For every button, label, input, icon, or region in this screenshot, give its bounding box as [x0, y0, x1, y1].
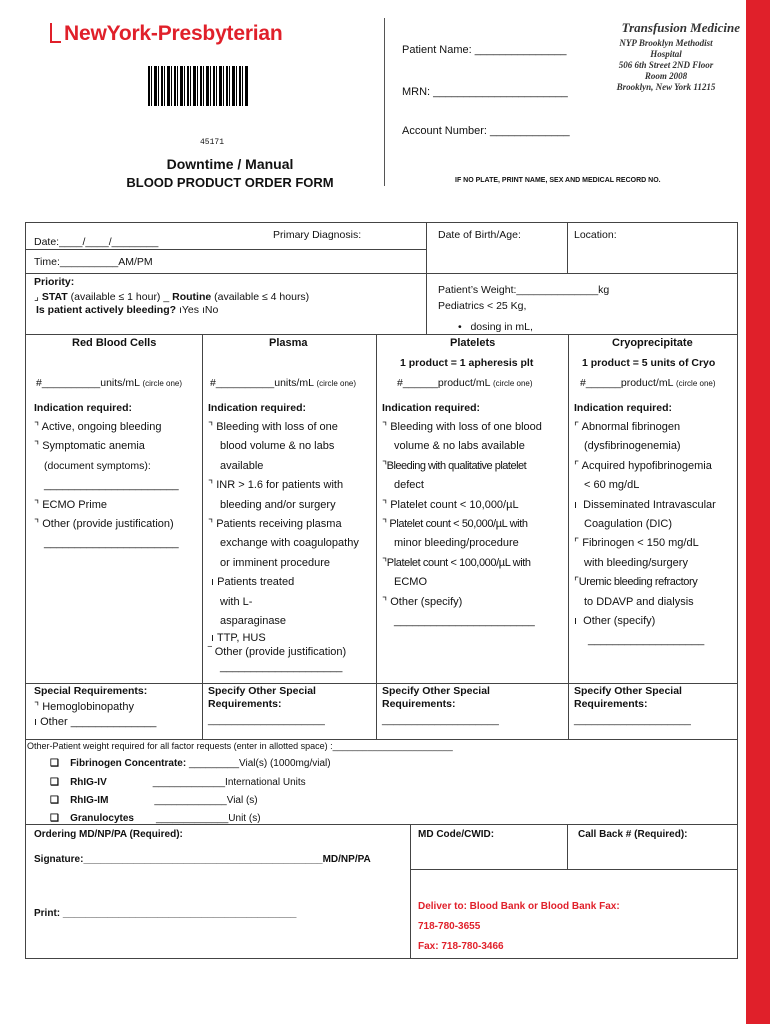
- rbc-special-other[interactable]: ı Other ______________: [34, 716, 157, 728]
- department-title: Transfusion Medicine: [621, 20, 740, 35]
- rbc-title: Red Blood Cells: [72, 337, 157, 349]
- list-item[interactable]: ı Disseminated Intravascular: [574, 498, 716, 511]
- platelets-special-field[interactable]: ____________________: [382, 714, 499, 726]
- location-field[interactable]: Location:: [574, 229, 617, 241]
- factor-granulocytes[interactable]: ❑ Granulocytes _____________Unit (s): [50, 813, 261, 824]
- list-item[interactable]: ‾ Other (provide justification): [208, 646, 347, 659]
- nyp-logo: NewYork-Presbyterian: [50, 22, 283, 46]
- list-item[interactable]: ⌝ Bleeding with loss of one blood: [382, 421, 542, 433]
- rbc-indication-label: Indication required:: [34, 402, 133, 414]
- list-item[interactable]: ⌜ Abnormal fibrinogen: [574, 421, 681, 433]
- weight-field[interactable]: Patient’s Weight:______________kg: [438, 284, 610, 296]
- plasma-special-field[interactable]: ____________________: [208, 714, 325, 726]
- priority-options: ⌟ STAT (available ≤ 1 hour) _ Routine (available ≤ 4 hours): [34, 291, 310, 303]
- time-field[interactable]: Time:__________AM/PM: [34, 256, 153, 268]
- rbc-units-field[interactable]: #__________units/mL (circle one): [36, 377, 183, 389]
- platelets-title: Platelets: [450, 337, 496, 349]
- header-divider: [384, 18, 385, 186]
- account-number-field[interactable]: Account Number: _____________: [402, 125, 570, 137]
- signature-field[interactable]: Signature:___________________________________________MD/NP/PA: [34, 854, 371, 865]
- call-back-label: Call Back # (Required):: [578, 829, 688, 840]
- cryo-product-note: 1 product = 5 units of Cryo: [582, 357, 716, 369]
- routine-label: Routine: [172, 291, 212, 303]
- list-item[interactable]: ı TTP, HUS: [208, 632, 266, 645]
- list-item[interactable]: ⌝ Patients receiving plasma: [208, 518, 342, 531]
- mrn-field[interactable]: MRN: ______________________: [402, 86, 568, 98]
- list-item[interactable]: ⌝ Other (provide justification): [34, 518, 174, 531]
- list-item[interactable]: ⌝ Platelet count < 10,000/µL: [382, 498, 519, 511]
- logo-mark-icon: [50, 23, 61, 43]
- platelets-product-note: 1 product = 1 apheresis plt: [400, 357, 534, 369]
- cryo-indication-label: Indication required:: [574, 402, 673, 414]
- list-item[interactable]: ⌝Platelet count < 100,000/µL with: [382, 556, 531, 569]
- priority-label: Priority:: [34, 276, 75, 288]
- barcode: [148, 66, 248, 106]
- list-item[interactable]: ⌜Uremic bleeding refractory: [574, 576, 698, 589]
- list-item[interactable]: ⌝ Other (specify): [382, 595, 463, 608]
- list-item[interactable]: ⌝ Bleeding with loss of one: [208, 421, 338, 433]
- bank-fax: Fax: 718-780-3466: [418, 941, 504, 952]
- bleeding-question: Is patient actively bleeding? ıYes ıNo: [36, 304, 219, 316]
- print-field[interactable]: Print: __________________________________________: [34, 908, 297, 919]
- platelets-special-title: Specify Other Special Requirements:: [382, 685, 490, 710]
- platelets-indication-label: Indication required:: [382, 402, 481, 414]
- form-title-line1: Downtime / Manual: [166, 156, 294, 172]
- md-code-label: MD Code/CWID:: [418, 829, 495, 840]
- plasma-special-title: Specify Other Special Requirements:: [208, 685, 316, 710]
- department-address: NYP Brooklyn Methodist Hospital 506 6th Street 2ND Floor Room 2008 Brooklyn, New York 11215: [616, 38, 716, 92]
- list-item[interactable]: ⌝ Active, ongoing bleeding: [34, 421, 162, 433]
- stat-label: STAT: [41, 291, 68, 303]
- dosing-note: • dosing in mL,: [458, 321, 533, 333]
- platelets-units-field[interactable]: #______product/mL (circle one): [397, 377, 533, 389]
- primary-diagnosis-field[interactable]: Primary Diagnosis:: [273, 229, 362, 241]
- no-checkbox[interactable]: ı: [201, 304, 205, 316]
- date-field[interactable]: Date:____/____/________: [34, 236, 159, 248]
- plasma-indication-label: Indication required:: [208, 402, 307, 414]
- list-item[interactable]: ⌜ Acquired hypofibrinogemia: [574, 459, 712, 472]
- plasma-title: Plasma: [269, 337, 308, 349]
- list-item[interactable]: ⌝Bleeding with qualitative platelet: [382, 459, 527, 472]
- rbc-special-title: Special Requirements:: [34, 685, 148, 697]
- right-red-bar: [746, 0, 770, 1024]
- cryo-special-title: Specify Other Special Requirements:: [574, 685, 682, 710]
- bank-phone: 718-780-3655: [418, 921, 481, 932]
- cryo-indications: ⌜ Abnormal fibrinogen (dysfibrinogenemia) ⌜ Acquired hypofibrinogemia < 60 mg/dL ı Disseminated Intravascular Coagulation (DIC) ⌜ Fibrinogen < 150 mg/dL with bleeding/surgery ⌜Uremic bleeding refractory to DDAVP and dialysis ı Other (specify) ___________________: [574, 418, 716, 651]
- no-plate-note: IF NO PLATE, PRINT NAME, SEX AND MEDICAL RECORD NO.: [455, 177, 661, 184]
- list-item[interactable]: ⌝ ECMO Prime: [34, 498, 107, 511]
- list-item[interactable]: ⌜ Fibrinogen < 150 mg/dL: [574, 537, 699, 550]
- list-item[interactable]: ⌝ Symptomatic anemia: [34, 440, 145, 453]
- factor-note: Other-Patient weight required for all factor requests (enter in allotted space) :________________________: [27, 741, 453, 751]
- barcode-number: 45171: [200, 138, 225, 147]
- list-item[interactable]: ı Patients treated: [208, 576, 295, 589]
- plasma-units-field[interactable]: #__________units/mL (circle one): [210, 377, 357, 389]
- plasma-indications: ⌝ Bleeding with loss of one blood volume & no labs available ⌝ INR > 1.6 for patients with bleeding and/or surgery ⌝ Patients receiving plasma exchange with coagulopathy or imminent procedure ı Patients treated with L- asparaginase ı TTP, HUS ‾ Other (provide justification) ____________________: [208, 418, 359, 675]
- cryo-title: Cryoprecipitate: [612, 337, 693, 349]
- yes-checkbox[interactable]: ı: [178, 304, 182, 316]
- deliver-to: Deliver to: Blood Bank or Blood Bank Fax:: [418, 901, 620, 912]
- pediatrics-note: Pediatrics < 25 Kg,: [438, 300, 527, 312]
- list-item[interactable]: ı Other (specify): [574, 615, 656, 628]
- routine-checkbox[interactable]: _: [163, 291, 173, 303]
- form-title-line2: BLOOD PRODUCT ORDER FORM: [126, 175, 334, 190]
- list-item[interactable]: ⌝ INR > 1.6 for patients with: [208, 479, 344, 492]
- dob-age-field[interactable]: Date of Birth/Age:: [438, 229, 521, 241]
- rbc-indications: ⌝ Active, ongoing bleeding ⌝ Symptomatic anemia (document symptoms): ______________________ ⌝ ECMO Prime ⌝ Other (provide justification) ______________________: [34, 418, 179, 554]
- factor-fibrinogen[interactable]: ❑ Fibrinogen Concentrate: _________Vial(s) (1000mg/vial): [50, 758, 331, 769]
- cryo-special-field[interactable]: ____________________: [574, 714, 691, 726]
- stat-checkbox[interactable]: ⌟: [34, 291, 42, 303]
- ordering-label: Ordering MD/NP/PA (Required):: [34, 829, 183, 840]
- list-item[interactable]: ⌝ Platelet count < 50,000/µL with: [382, 518, 528, 531]
- hemoglobinopathy-option[interactable]: ⌝ Hemoglobinopathy: [34, 701, 134, 713]
- platelets-indications: ⌝ Bleeding with loss of one blood volume & no labs available ⌝Bleeding with qualitative platelet defect ⌝ Platelet count < 10,000/µL ⌝ Platelet count < 50,000/µL with minor bleeding/procedure ⌝Platelet count < 100,000/µL with ECMO ⌝ Other (specify) _______________________: [382, 418, 542, 631]
- cryo-units-field[interactable]: #______product/mL (circle one): [580, 377, 716, 389]
- patient-name-field[interactable]: Patient Name: _______________: [402, 44, 567, 56]
- factor-rhig-iv[interactable]: ❑ RhIG-IV _____________International Units: [50, 777, 306, 788]
- factor-rhig-im[interactable]: ❑ RhIG-IM _____________Vial (s): [50, 795, 258, 806]
